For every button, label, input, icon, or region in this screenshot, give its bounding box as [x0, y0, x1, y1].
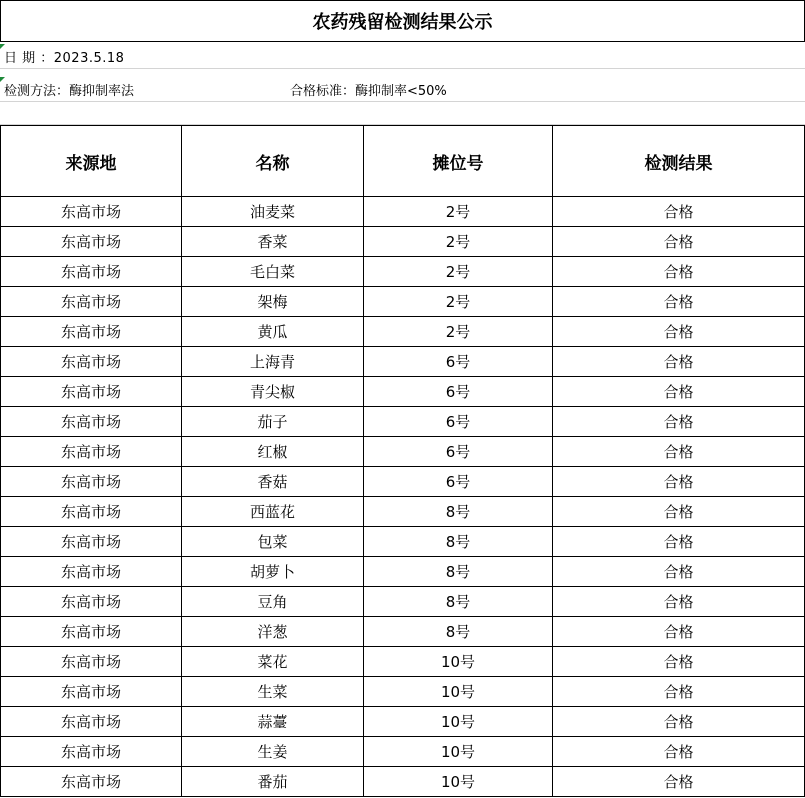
results-table: [0, 125, 805, 797]
cell-result: 合格: [553, 737, 805, 767]
cell-result: 合格: [553, 587, 805, 617]
table-row: [1, 617, 805, 647]
cell-origin: 东高市场: [1, 377, 182, 407]
table-row: [1, 677, 805, 707]
date-row: [0, 44, 805, 69]
cell-stall: 8号: [364, 527, 553, 557]
table-row: [1, 767, 805, 797]
cell-name: 红椒: [182, 437, 364, 467]
cell-result: 合格: [553, 677, 805, 707]
cell-name: 香菜: [182, 227, 364, 257]
cell-result: 合格: [553, 647, 805, 677]
cell-name: 茄子: [182, 407, 364, 437]
table-row: [1, 557, 805, 587]
table-row: [1, 347, 805, 377]
cell-name: 蒜薹: [182, 707, 364, 737]
cell-result: 合格: [553, 287, 805, 317]
header-origin: 来源地: [1, 126, 182, 197]
method-row: [0, 77, 805, 102]
cell-stall: 10号: [364, 767, 553, 797]
cell-name: 架梅: [182, 287, 364, 317]
cell-result: 合格: [553, 257, 805, 287]
cell-name: 西蓝花: [182, 497, 364, 527]
detection-method: 检测方法：酶抑制率法: [4, 83, 135, 99]
cell-name: 青尖椒: [182, 377, 364, 407]
cell-result: 合格: [553, 437, 805, 467]
cell-result: 合格: [553, 707, 805, 737]
cell-result: 合格: [553, 557, 805, 587]
cell-stall: 8号: [364, 557, 553, 587]
cell-name: 上海青: [182, 347, 364, 377]
cell-stall: 6号: [364, 347, 553, 377]
cell-result: 合格: [553, 317, 805, 347]
cell-stall: 2号: [364, 257, 553, 287]
cell-result: 合格: [553, 197, 805, 227]
cell-stall: 8号: [364, 497, 553, 527]
cell-name: 包菜: [182, 527, 364, 557]
cell-result: 合格: [553, 467, 805, 497]
table-row: [1, 257, 805, 287]
cell-origin: 东高市场: [1, 767, 182, 797]
cell-stall: 10号: [364, 737, 553, 767]
cell-stall: 8号: [364, 587, 553, 617]
blank-row: [0, 102, 805, 125]
cell-origin: 东高市场: [1, 617, 182, 647]
table-row: [1, 437, 805, 467]
table-row: [1, 377, 805, 407]
date-label: 日 期 ：2023.5.18: [4, 50, 125, 66]
cell-origin: 东高市场: [1, 497, 182, 527]
cell-origin: 东高市场: [1, 737, 182, 767]
cell-origin: 东高市场: [1, 257, 182, 287]
table-row: [1, 527, 805, 557]
cell-stall: 2号: [364, 197, 553, 227]
header-result: 检测结果: [553, 126, 805, 197]
table-row: [1, 317, 805, 347]
table-row: [1, 407, 805, 437]
cell-note-marker-icon: [0, 44, 5, 49]
cell-stall: 2号: [364, 287, 553, 317]
header-name: 名称: [182, 126, 364, 197]
cell-origin: 东高市场: [1, 347, 182, 377]
cell-result: 合格: [553, 617, 805, 647]
cell-stall: 6号: [364, 467, 553, 497]
cell-stall: 8号: [364, 617, 553, 647]
table-row: [1, 227, 805, 257]
cell-name: 洋葱: [182, 617, 364, 647]
cell-stall: 10号: [364, 707, 553, 737]
cell-name: 毛白菜: [182, 257, 364, 287]
cell-name: 油麦菜: [182, 197, 364, 227]
table-row: [1, 707, 805, 737]
qualification-standard: 合格标准：酶抑制率<50%: [290, 83, 447, 99]
cell-result: 合格: [553, 347, 805, 377]
cell-name: 胡萝卜: [182, 557, 364, 587]
table-row: [1, 287, 805, 317]
table-row: [1, 587, 805, 617]
cell-stall: 6号: [364, 407, 553, 437]
table-row: [1, 497, 805, 527]
table-body: [1, 197, 805, 797]
table-row: [1, 197, 805, 227]
cell-stall: 10号: [364, 647, 553, 677]
cell-stall: 2号: [364, 227, 553, 257]
cell-name: 黄瓜: [182, 317, 364, 347]
cell-origin: 东高市场: [1, 557, 182, 587]
header-stall: 摊位号: [364, 126, 553, 197]
cell-origin: 东高市场: [1, 587, 182, 617]
cell-stall: 10号: [364, 677, 553, 707]
cell-result: 合格: [553, 527, 805, 557]
cell-origin: 东高市场: [1, 707, 182, 737]
cell-origin: 东高市场: [1, 677, 182, 707]
table-row: [1, 467, 805, 497]
cell-result: 合格: [553, 767, 805, 797]
cell-origin: 东高市场: [1, 407, 182, 437]
cell-result: 合格: [553, 497, 805, 527]
cell-name: 生姜: [182, 737, 364, 767]
cell-name: 番茄: [182, 767, 364, 797]
cell-name: 生菜: [182, 677, 364, 707]
cell-origin: 东高市场: [1, 647, 182, 677]
cell-origin: 东高市场: [1, 197, 182, 227]
cell-name: 菜花: [182, 647, 364, 677]
cell-name: 香菇: [182, 467, 364, 497]
cell-origin: 东高市场: [1, 467, 182, 497]
table-row: [1, 737, 805, 767]
cell-origin: 东高市场: [1, 317, 182, 347]
table-header-row: [1, 126, 805, 197]
page-title: 农药残留检测结果公示: [0, 0, 805, 42]
table-row: [1, 647, 805, 677]
cell-stall: 6号: [364, 377, 553, 407]
cell-origin: 东高市场: [1, 227, 182, 257]
cell-name: 豆角: [182, 587, 364, 617]
cell-origin: 东高市场: [1, 527, 182, 557]
cell-origin: 东高市场: [1, 287, 182, 317]
cell-stall: 2号: [364, 317, 553, 347]
cell-result: 合格: [553, 407, 805, 437]
cell-stall: 6号: [364, 437, 553, 467]
cell-result: 合格: [553, 377, 805, 407]
cell-origin: 东高市场: [1, 437, 182, 467]
cell-result: 合格: [553, 227, 805, 257]
